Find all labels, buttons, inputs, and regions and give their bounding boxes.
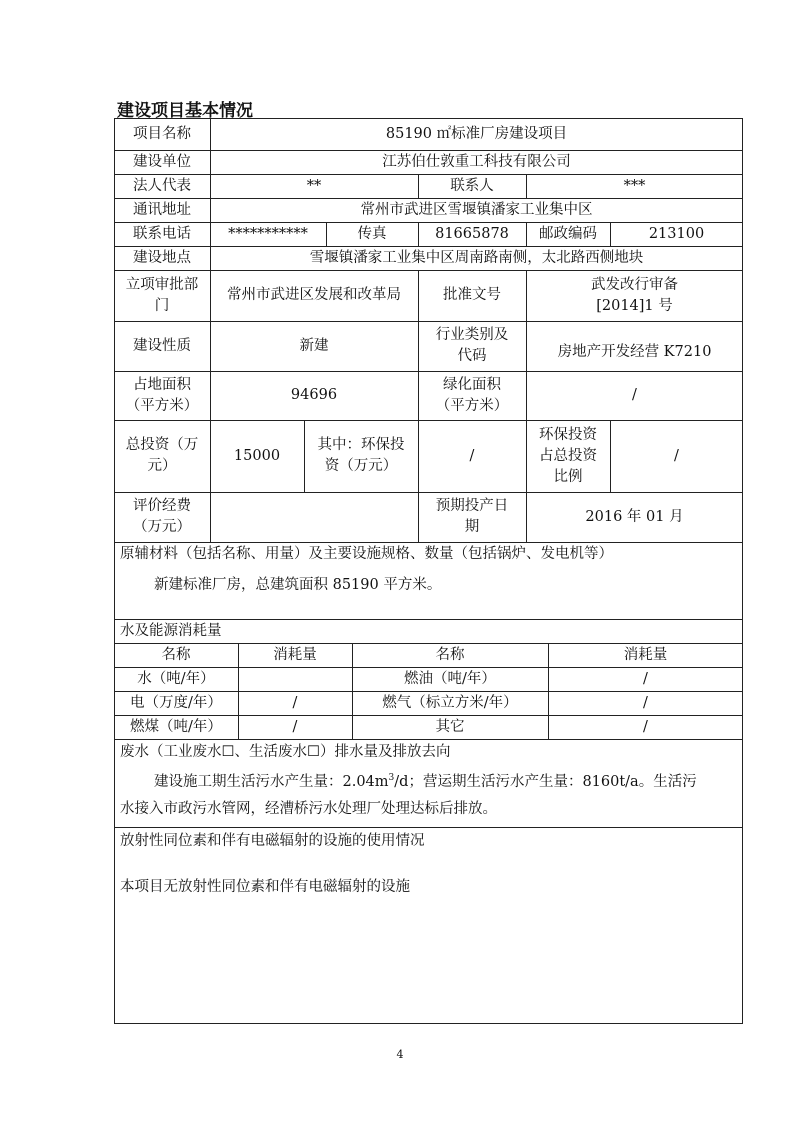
- approval-label: 立项审批部 门: [125, 276, 199, 314]
- production-date-label: 预期投产日 期: [435, 498, 509, 535]
- materials-heading: 原辅材料（包括名称、用量）及主要设施规格、数量（包括锅炉、发电机等）: [120, 546, 613, 562]
- energy-col-name-right: 名称: [435, 646, 465, 663]
- page-number: 4: [396, 1048, 404, 1061]
- energy-heading: 水及能源消耗量: [120, 622, 222, 639]
- energy-row-value: [238, 667, 352, 691]
- wastewater-line1: 建设施工期生活污水产生量：$2.04m^3/d$；营运期生活污水产生量：8160t/a。生活污: [154, 773, 697, 790]
- energy-row-name: 水（吨/年）: [137, 670, 215, 687]
- postcode-label: 邮政编码: [539, 225, 597, 242]
- approval-value: 常州市武进区发展和改革局: [227, 287, 401, 303]
- investment-value: 15000: [233, 447, 281, 464]
- radiation-body: 本项目无放射性同位素和伴有电磁辐射的设施: [120, 879, 410, 895]
- energy-row-value: /: [643, 670, 648, 687]
- evaluation-value: [210, 492, 418, 542]
- evaluation-label: 评价经费 （万元）: [133, 498, 191, 535]
- nature-value: 新建: [299, 337, 329, 354]
- env-investment-value: /: [469, 447, 475, 464]
- contact-value: ***: [623, 177, 646, 194]
- fax-label: 传真: [357, 225, 387, 242]
- legal-rep-value: **: [306, 177, 322, 194]
- energy-row-value: /: [292, 694, 298, 711]
- materials-body: 新建标准厂房，总建筑面积 85190 平方米。: [154, 577, 442, 593]
- approval-doc-value: 武发改行审备 [2014]1 号: [591, 276, 678, 314]
- env-ratio-label: 环保投资 占总投资 比例: [539, 426, 597, 485]
- env-ratio-value: /: [674, 447, 679, 464]
- energy-col-amount-right: 消耗量: [623, 646, 668, 663]
- approval-doc-label: 批准文号: [443, 287, 501, 303]
- construction-unit-label: 建设单位: [133, 153, 191, 170]
- nature-label: 建设性质: [133, 337, 191, 354]
- industry-value: 房地产开发经营 K7210: [557, 343, 712, 360]
- production-date-value: 2016 年 01 月: [585, 508, 684, 525]
- investment-label: 总投资（万 元）: [125, 437, 199, 474]
- location-value: 雪堰镇潘家工业集中区周南路南侧，太北路西侧地块: [309, 249, 644, 266]
- energy-col-amount-left: 消耗量: [273, 646, 317, 663]
- energy-row-name: 燃煤（吨/年）: [130, 718, 222, 735]
- energy-row-name: 燃油（吨/年）: [404, 670, 496, 687]
- area-label: 占地面积 （平方米）: [125, 376, 199, 414]
- project-name-label: 项目名称: [133, 125, 191, 142]
- energy-row-name: 燃气（标立方米/年）: [382, 694, 518, 711]
- industry-label: 行业类别及 代码: [435, 327, 509, 364]
- energy-row-value: /: [643, 718, 648, 735]
- address-value: 常州市武进区雪堰镇潘家工业集中区: [360, 201, 593, 218]
- page-title: 建设项目基本情况: [117, 101, 253, 121]
- energy-col-name-left: 名称: [161, 646, 191, 663]
- project-name-value: 85190 ㎡标准厂房建设项目: [385, 125, 568, 142]
- postcode-value: 213100: [648, 225, 705, 242]
- green-area-label: 绿化面积 （平方米）: [435, 376, 509, 414]
- location-label: 建设地点: [133, 249, 191, 266]
- wastewater-heading: 废水（工业废水☐、生活废水☐）排水量及排放去向: [120, 744, 451, 760]
- fax-value: 81665878: [435, 225, 509, 242]
- legal-rep-label: 法人代表: [133, 177, 191, 194]
- energy-row-value: /: [643, 694, 648, 711]
- env-investment-label: 其中：环保投 资（万元）: [317, 437, 405, 474]
- energy-row-value: /: [292, 718, 298, 735]
- energy-row-name: 其它: [435, 718, 465, 735]
- construction-unit-value: 江苏伯仕敦重工科技有限公司: [382, 153, 571, 170]
- contact-label: 联系人: [450, 177, 494, 194]
- address-label: 通讯地址: [133, 201, 191, 218]
- green-area-value: /: [632, 387, 637, 403]
- radiation-heading: 放射性同位素和伴有电磁辐射的设施的使用情况: [120, 833, 425, 849]
- phone-label: 联系电话: [133, 225, 191, 242]
- area-value: 94696: [290, 387, 338, 403]
- wastewater-line2: 水接入市政污水管网，经漕桥污水处理厂处理达标后排放。: [120, 801, 497, 817]
- energy-row-name: 电（万度/年）: [130, 694, 222, 711]
- phone-value: ***********: [228, 225, 308, 242]
